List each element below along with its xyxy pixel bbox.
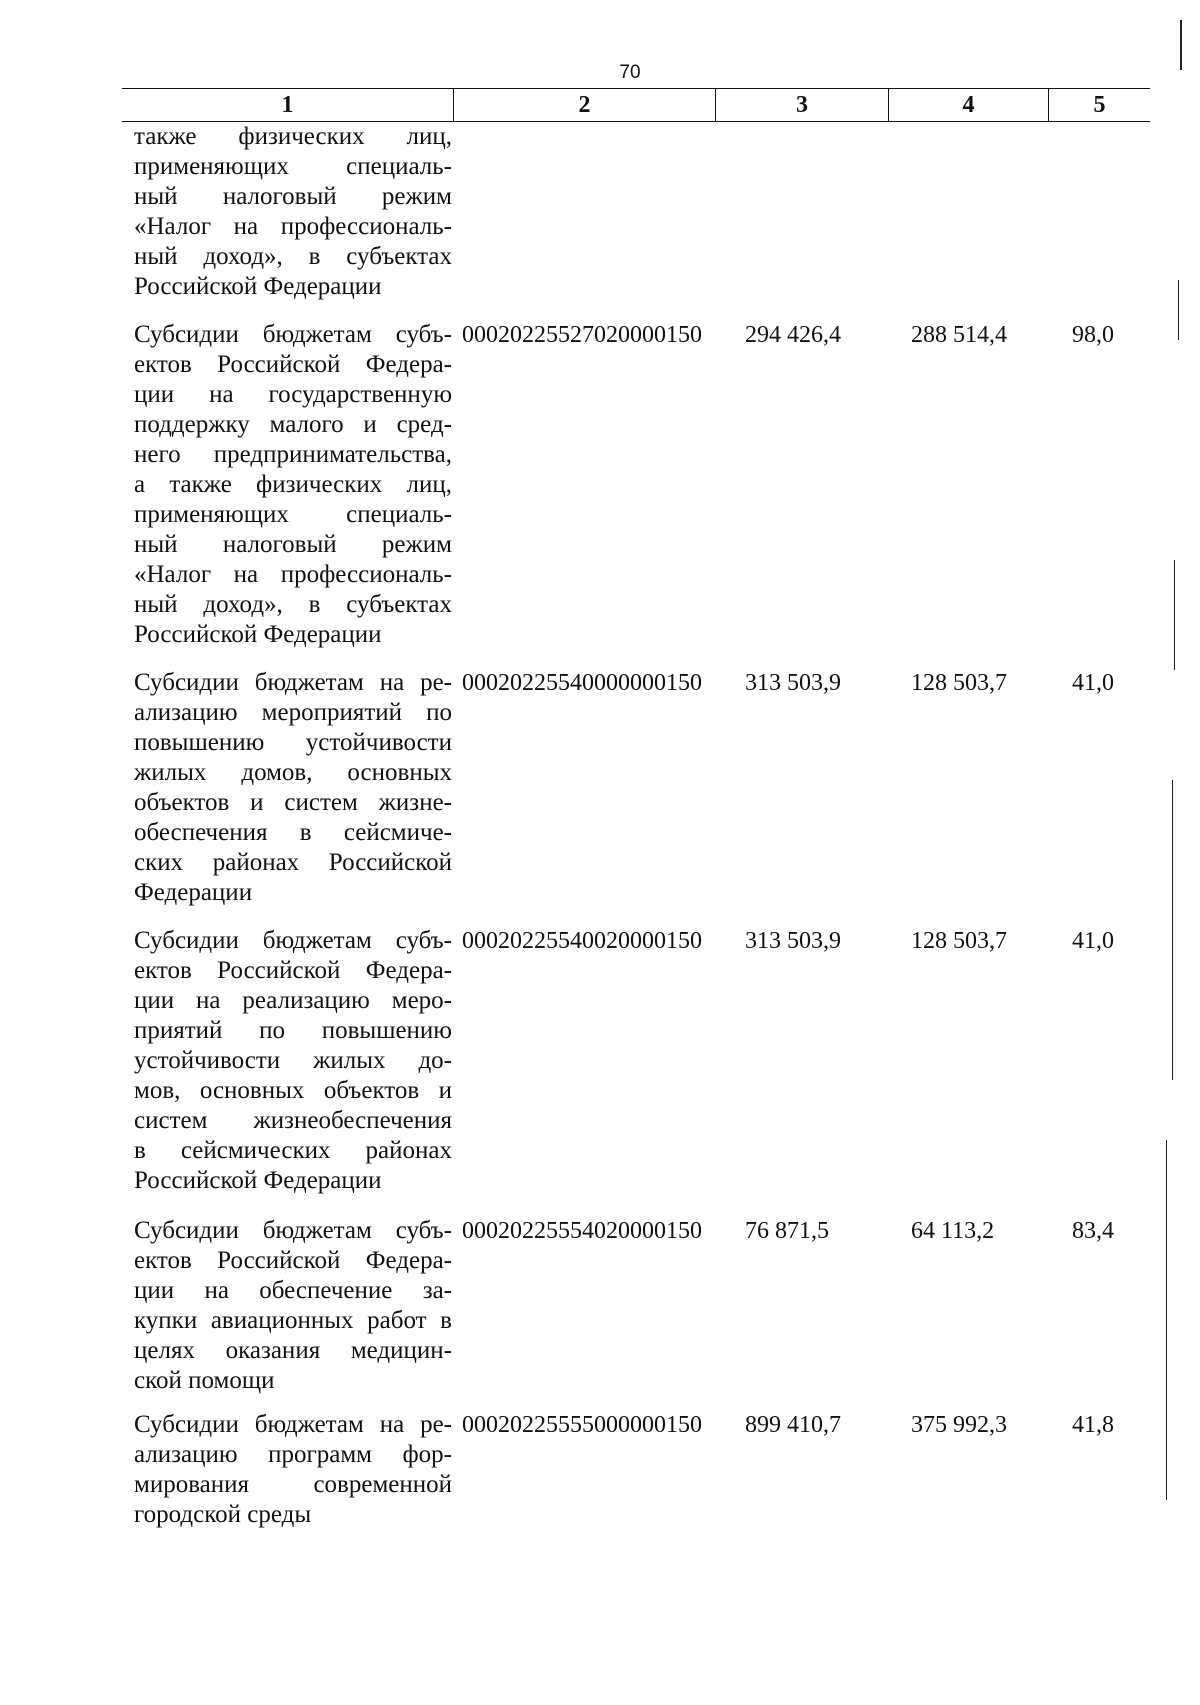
row-plan-value: 313 503,9 <box>745 928 841 954</box>
description-line: ектов Российской Федера- <box>134 1247 452 1274</box>
table-row <box>122 122 1150 302</box>
row-description <box>134 320 452 650</box>
description-line: Федерации <box>134 879 253 906</box>
description-line: устойчивости жилых до- <box>134 1047 452 1074</box>
scan-artifact <box>1166 1140 1167 1500</box>
description-line: него предпринимательства, <box>134 441 452 468</box>
description-line: Российской Федерации <box>134 621 382 648</box>
description-line: целях оказания медицин- <box>134 1337 452 1364</box>
header-col-1: 1 <box>122 89 454 121</box>
description-line: ции на государственную <box>134 381 452 408</box>
table-row <box>122 1410 1150 1530</box>
description-line: приятий по повышению <box>134 1017 452 1044</box>
row-percent: 98,0 <box>1072 322 1114 348</box>
description-line: ный налоговый режим <box>134 531 452 558</box>
table-header <box>122 88 1150 122</box>
row-plan-value: 294 426,4 <box>745 322 841 348</box>
header-col-2: 2 <box>454 89 716 121</box>
description-line: ный доход», в субъектах <box>134 243 452 270</box>
description-line: систем жизнеобеспечения <box>134 1107 452 1134</box>
description-line: а также физических лиц, <box>134 471 452 498</box>
table-row <box>122 926 1150 1196</box>
row-fact-value: 288 514,4 <box>911 322 1007 348</box>
header-col-5: 5 <box>1093 91 1106 118</box>
description-line: купки авиационных работ в <box>134 1307 452 1334</box>
table-row <box>122 320 1150 650</box>
description-line: также физических лиц, <box>134 123 452 150</box>
description-line: Субсидии бюджетам на ре- <box>134 669 452 696</box>
row-fact-value: 375 992,3 <box>911 1412 1007 1438</box>
description-line: повышению устойчивости <box>134 729 452 756</box>
row-description <box>134 1410 452 1530</box>
description-line: в сейсмических районах <box>134 1137 452 1164</box>
row-code: 00020225555000000150 <box>462 1412 702 1438</box>
page-number: 70 <box>619 62 641 83</box>
table-row <box>122 668 1150 908</box>
description-line: Субсидии бюджетам на ре- <box>134 1411 452 1438</box>
description-line: поддержку малого и сред- <box>134 411 452 438</box>
row-percent: 41,0 <box>1072 928 1114 954</box>
description-line: ской помощи <box>134 1367 275 1394</box>
row-fact-value: 64 113,2 <box>911 1218 995 1244</box>
description-line: «Налог на профессиональ- <box>134 561 452 588</box>
row-description <box>134 926 452 1196</box>
description-line: ции на обеспечение за- <box>134 1277 452 1304</box>
description-line: Российской Федерации <box>134 273 382 300</box>
header-col-3: 3 <box>716 89 889 121</box>
description-line: ектов Российской Федера- <box>134 351 452 378</box>
row-description <box>134 1216 452 1396</box>
description-line: мирования современной <box>134 1471 452 1498</box>
description-line: ализацию программ фор- <box>134 1441 452 1468</box>
row-code: 00020225540000000150 <box>462 670 702 696</box>
description-line: обеспечения в сейсмиче- <box>134 819 452 846</box>
row-code: 00020225540020000150 <box>462 928 702 954</box>
description-line: ектов Российской Федера- <box>134 957 452 984</box>
description-line: Субсидии бюджетам субъ- <box>134 1217 452 1244</box>
description-line: жилых домов, основных <box>134 759 452 786</box>
row-percent: 83,4 <box>1072 1218 1114 1244</box>
row-fact-value: 128 503,7 <box>911 670 1007 696</box>
description-line: Субсидии бюджетам субъ- <box>134 321 452 348</box>
description-line: применяющих специаль- <box>134 153 452 180</box>
row-code: 00020225527020000150 <box>462 322 702 348</box>
description-line: применяющих специаль- <box>134 501 452 528</box>
budget-table <box>122 88 1150 122</box>
scan-artifact <box>1178 280 1179 340</box>
row-description <box>134 122 452 302</box>
description-line: городской среды <box>134 1501 312 1528</box>
description-line: ный доход», в субъектах <box>134 591 452 618</box>
table-row <box>122 1216 1150 1396</box>
scan-artifact <box>1180 20 1182 70</box>
description-line: ских районах Российской <box>134 849 452 876</box>
row-percent: 41,0 <box>1072 670 1114 696</box>
description-line: ализацию мероприятий по <box>134 699 452 726</box>
row-fact-value: 128 503,7 <box>911 928 1007 954</box>
scan-artifact <box>1172 780 1173 1080</box>
scan-artifact <box>1174 560 1175 670</box>
description-line: ции на реализацию меро- <box>134 987 452 1014</box>
row-plan-value: 313 503,9 <box>745 670 841 696</box>
description-line: мов, основных объектов и <box>134 1077 452 1104</box>
description-line: Субсидии бюджетам субъ- <box>134 927 452 954</box>
description-line: «Налог на профессиональ- <box>134 213 452 240</box>
row-percent: 41,8 <box>1072 1412 1114 1438</box>
row-plan-value: 899 410,7 <box>745 1412 841 1438</box>
header-col-4: 4 <box>889 89 1049 121</box>
description-line: Российской Федерации <box>134 1167 382 1194</box>
description-line: объектов и систем жизне- <box>134 789 452 816</box>
description-line: ный налоговый режим <box>134 183 452 210</box>
row-plan-value: 76 871,5 <box>745 1218 829 1244</box>
row-code: 00020225554020000150 <box>462 1218 702 1244</box>
row-description <box>134 668 452 908</box>
